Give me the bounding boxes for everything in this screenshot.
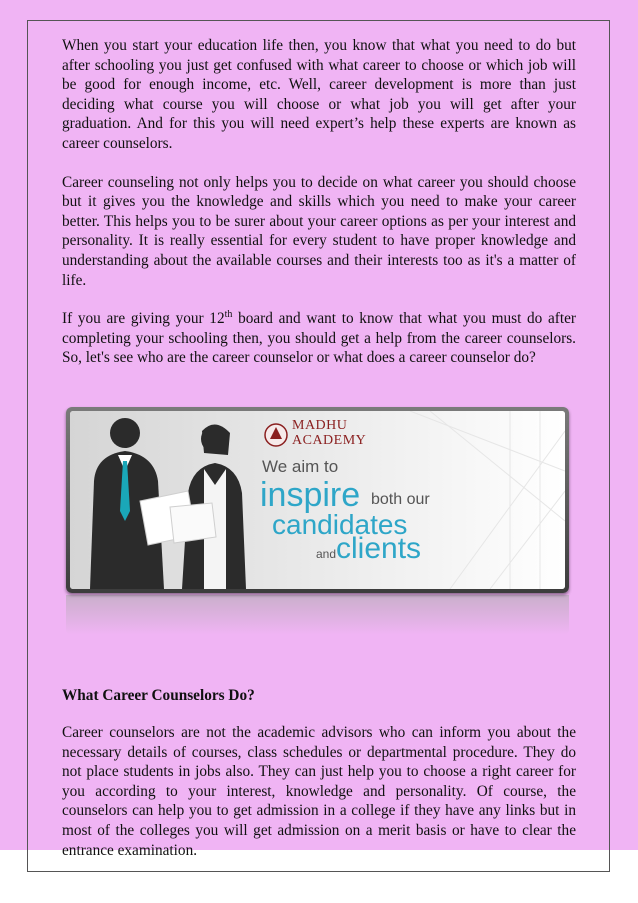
superscript-th: th: [224, 309, 233, 321]
paragraph-1: When you start your education life then, you know that what you need to do but after schooling you just get confused with what career to choose or which job will be good for enough income, etc. Well, career development is more than just deciding what course you will choose or what job you will get after your graduation. And for this you will need expert’s help these experts are known as career counselors.: [62, 37, 576, 152]
madhu-academy-banner: [62, 405, 576, 635]
tagline-both-our: both our: [371, 491, 430, 508]
paragraph-3-start: If you are giving your 12: [62, 310, 225, 328]
tagline-clients: clients: [336, 532, 422, 565]
banner-frame: [66, 407, 569, 593]
tagline-candidates: candidates: [272, 509, 408, 540]
section-body: [62, 723, 576, 860]
tagline-inspire: inspire: [260, 476, 361, 514]
logo-line-1: MADHU: [292, 418, 348, 433]
paragraph-4: Career counselors are not the academic advisors who can inform you about the necessary details of courses, class schedules or departmental procedure. They do not place students in jobs also. They can just help you to choose a right career for you according to your interest, knowledge and personality. Of course, the counselors can help you to get admission in a college if they have any links but in most of the colleges you will get admission on a merit basis or have to clear the entrance examination.: [62, 724, 576, 859]
logo-line-2: ACADEMY: [292, 433, 367, 448]
tagline-and: and: [316, 547, 337, 561]
tagline-we-aim-to: We aim to: [262, 457, 339, 476]
banner-reflection: [66, 595, 569, 635]
intro-text: [62, 36, 576, 387]
paragraph-3-end: board and want to know that what you must do after completing your schooling then, you should get a help from the career counselors. So, let's see who are the career counselor or what does a career counselor do?: [62, 310, 577, 367]
paragraph-3: [62, 309, 576, 368]
banner-image: [70, 411, 565, 589]
madhu-academy-logo: [262, 419, 382, 451]
section-heading: What Career Counselors Do?: [62, 687, 255, 704]
paragraph-2: Career counseling not only helps you to decide on what career you should choose but it gives you the knowledge and skills which you need to make your career better. This helps you to be surer about your career options as per your interest and personality. It is really essential for every student to have proper knowledge and understanding about the available courses and their interests too as it's a matter of life.: [62, 173, 576, 289]
